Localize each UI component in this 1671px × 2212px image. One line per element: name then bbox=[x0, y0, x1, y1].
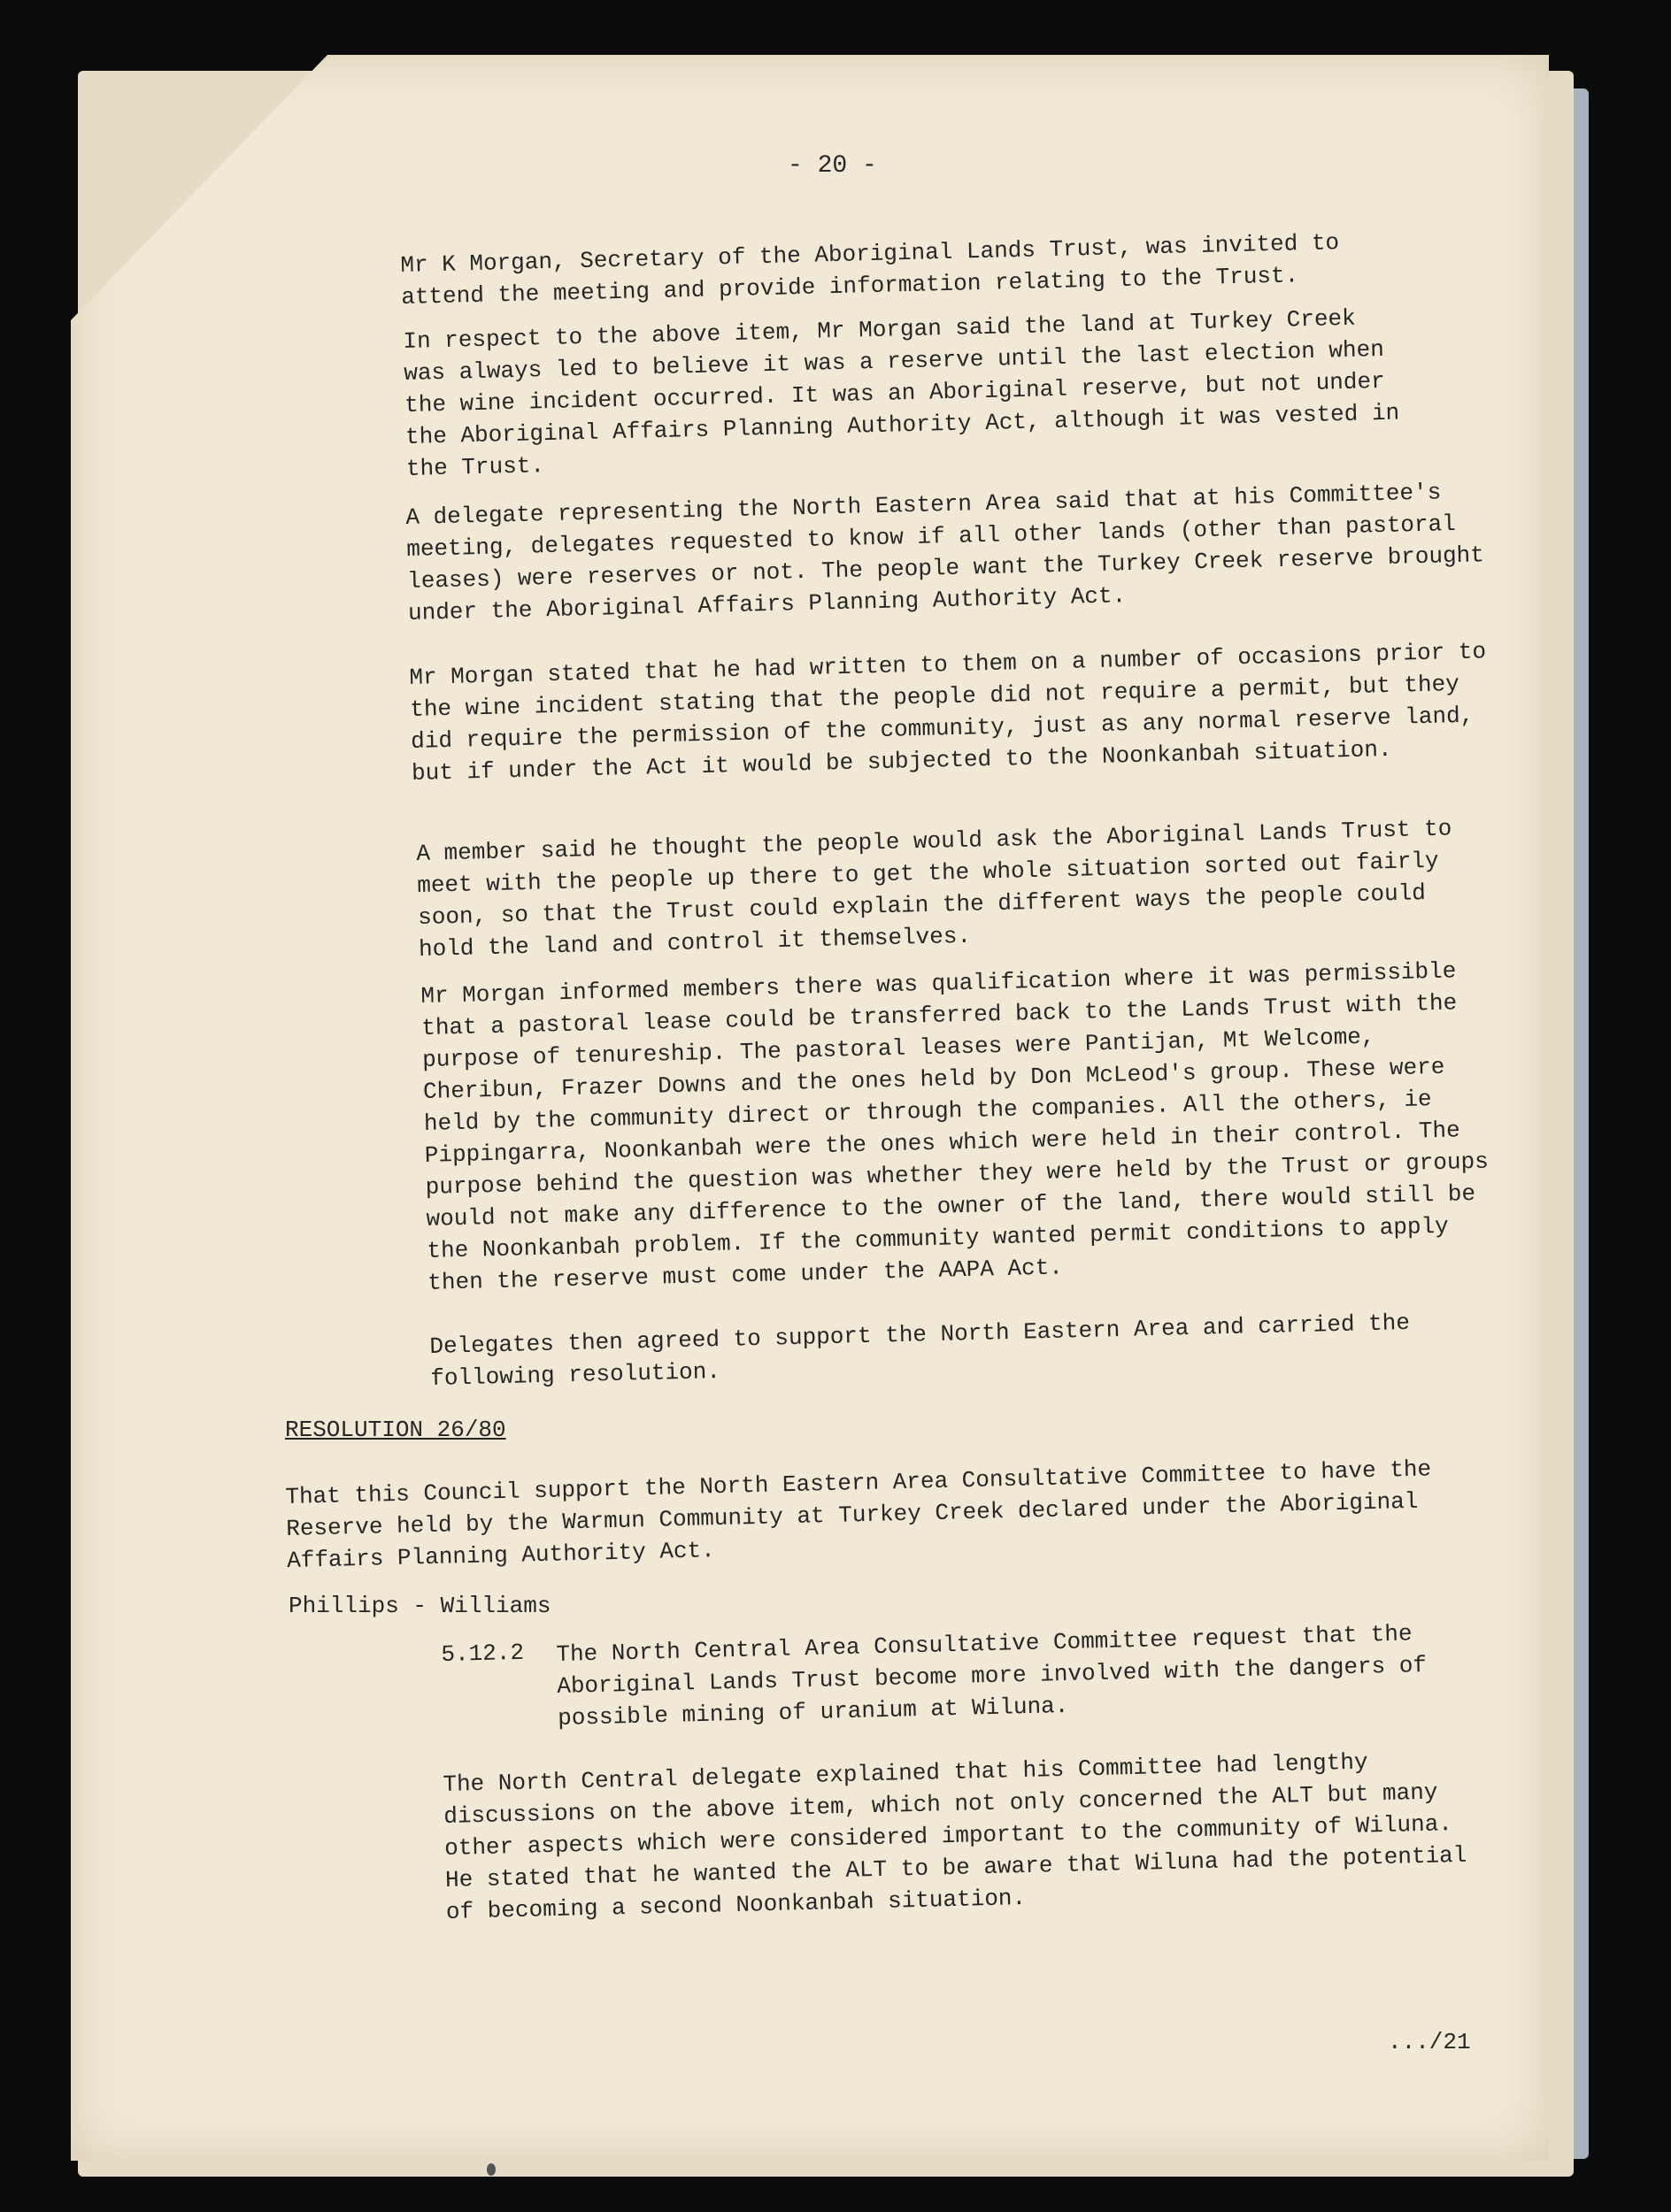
item-number: 5.12.2 bbox=[441, 1639, 525, 1668]
paragraph-north-central: The North Central delegate explained that his Committee had lengthy discussions on the above item, which not only concerned the ALT but many other aspects which were considered important to the community of Wiluna. He stated that he wanted the ALT to be aware that Wiluna had the potential of becoming a second Noonkanbah situation. bbox=[443, 1748, 1467, 1925]
resolution-heading: RESOLUTION 26/80 bbox=[285, 1417, 506, 1443]
item-text: The North Central Area Consultative Committee request that the Aboriginal Lands Trust become more involved with the dangers of possible mining of uranium at Wiluna. bbox=[556, 1620, 1428, 1732]
resolution-text: That this Council support the North Eastern Area Consultative Committee to have the Reserve held by the Warmun Community at Turkey Creek declared under the Aboriginal Affairs Planning Authority Act. bbox=[285, 1455, 1432, 1574]
paragraph-delegate-north-eastern: A delegate representing the North Eastern Area said that at his Committee's meeting, delegates requested to know if all other lands (other than pastoral leases) were reserves or not. The people want the Turkey Creek reserve brought under the Aboriginal Affairs Planning Authority Act. bbox=[405, 479, 1485, 626]
paragraph-morgan-stated: Mr Morgan stated that he had written to them on a number of occasions prior to the wine incident stating that the people did not require a permit, but they did require the permission of the community, just as any normal reserve land, but if under the Act it would be subjected to the Noonkanbah situation. bbox=[409, 638, 1487, 787]
continuation-marker: .../21 bbox=[1388, 2029, 1471, 2055]
page-number: - 20 - bbox=[788, 152, 877, 180]
resolution-movers: Phillips - Williams bbox=[289, 1593, 551, 1619]
paragraph-member-said: A member said he thought the people would ask the Aboriginal Lands Trust to meet with the people up there to get the whole situation sorted out fairly soon, so that the Trust could explain the different ways the people could hold the land and control it themselves. bbox=[416, 815, 1452, 963]
paragraph-turkey-creek: In respect to the above item, Mr Morgan said the land at Turkey Creek was always led to believe it was a reserve until the last election when the wine incident occurred. It was an Aboriginal reserve, but not under the Aboriginal Affairs Planning Authority Act, although it was vested in the Trust. bbox=[403, 304, 1400, 482]
paragraph-delegates-agreed: Delegates then agreed to support the North Eastern Area and carried the following resolution. bbox=[429, 1309, 1411, 1392]
paragraph-morgan-informed: Mr Morgan informed members there was qualification where it was permissible that a pastoral lease could be transferred back to the Lands Trust with the purpose of tenureship. The pastoral leases were Pantijan, Mt Welcome, Cheribun, Frazer Downs and the ones held by Don McLeod's group. These were held by the community direct or through the companies. All the others, ie Pippingarra, Noonkanbah were the ones which were held in their control. The purpose behind the question was whether they were held by the Trust or groups would not make any difference to the owner of the land, there would still be the Noonkanbah problem. If the community wanted permit conditions to apply then the reserve must come under the AAPA Act. bbox=[420, 957, 1490, 1296]
paragraph-morgan-invited: Mr K Morgan, Secretary of the Aboriginal Lands Trust, was invited to attend the meeting and provide information relating to the Trust. bbox=[400, 229, 1340, 311]
paper-hole-mark bbox=[487, 2163, 496, 2176]
